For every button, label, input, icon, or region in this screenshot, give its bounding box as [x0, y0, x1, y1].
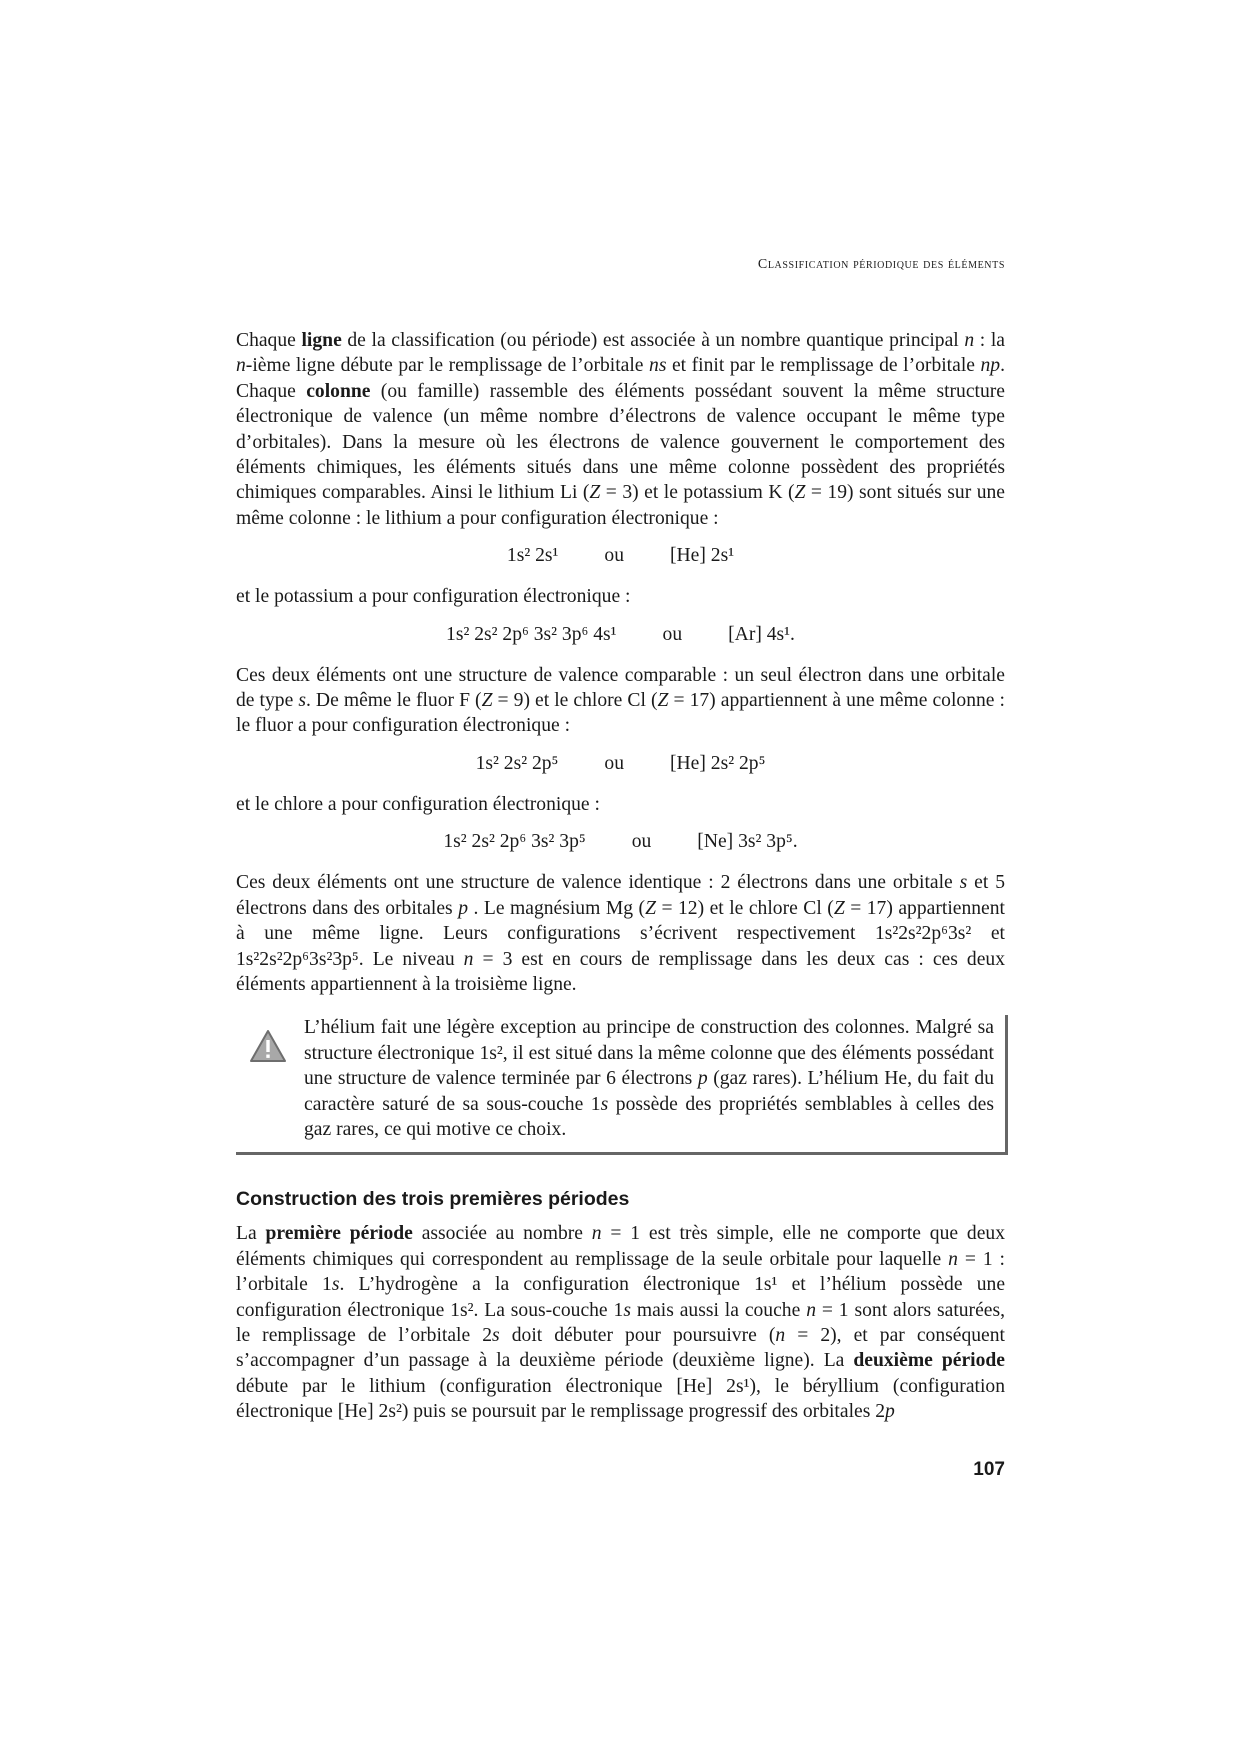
paragraph-rows-columns: Chaque ligne de la classification (ou période) est associée à un nombre quantique principal n : la n-ième ligne débute par le remplissage de l’orbitale ns et finit par le remplissage de l’orbitale np. Chaque colonne (ou famille) rassemble des éléments possédant souvent la même structure électronique de valence (un même nombre d’électrons de valence occupant le même type d’orbitales). Dans la mesure où les électrons de valence gouvernent le comportement des éléments chimiques, les éléments situés dans une même colonne possèdent des propriétés chimiques comparables. Ainsi le lithium Li (Z = 3) et le potassium K (Z = 19) sont situés sur une même colonne : le lithium a pour configuration électronique : — [236, 330, 1006, 529]
line-potassium-intro: et le potassium a pour configuration électronique : — [236, 586, 631, 608]
page-number: 107 — [973, 1459, 1005, 1480]
warning-box — [236, 1015, 1008, 1155]
warning-text: L’hélium fait une légère exception au principe de construction des colonnes. Malgré sa structure électronique 1s², il est situé dans la même colonne que des éléments possédant une structure de valence terminée par 6 électrons p (gaz rares). L’hélium He, du fait du caractère saturé de sa sous-couche 1s possède des propriétés semblables à celles des gaz rares, ce qui motive ce choix. — [304, 1017, 995, 1140]
paragraph-valence-comparable: Ces deux éléments ont une structure de valence comparable : un seul électron dans une orbitale de type s. De même le fluor F (Z = 9) et le chlore Cl (Z = 17) appartiennent à une même colonne : le fluor a pour configuration électronique : — [236, 664, 1005, 737]
equation-fluorine: 1s² 2s² 2p⁵ ou [He] 2s² 2p⁵ — [475, 752, 766, 774]
page-body — [236, 328, 1005, 1425]
section-heading: Construction des trois premières périodes — [236, 1188, 630, 1211]
equation-potassium: 1s² 2s² 2p⁶ 3s² 3p⁶ 4s¹ ou [Ar] 4s¹. — [446, 623, 795, 645]
equation-chlorine: 1s² 2s² 2p⁶ 3s² 3p⁵ ou [Ne] 3s² 3p⁵. — [443, 831, 798, 853]
equation-lithium: 1s² 2s¹ ou [He] 2s¹ — [506, 545, 735, 567]
running-header: Classification périodique des éléments — [757, 257, 1005, 272]
warning-triangle-icon — [249, 1029, 287, 1063]
paragraph-valence-identical: Ces deux éléments ont une structure de valence identique : 2 électrons dans une orbitale s et 5 électrons dans des orbitales p . Le magnésium Mg (Z = 12) et le chlore Cl (Z = 17) appartiennent à une même ligne. Leurs configurations s’écrivent respectivement 1s²2s²2p⁶3s² et 1s²2s²2p⁶3s²3p⁵. Le niveau n = 3 est en cours de remplissage dans les deux cas : ces deux éléments appartiennent à la troisième ligne. — [236, 872, 1006, 995]
line-chlorine-intro: et le chlore a pour configuration électronique : — [236, 793, 600, 815]
paragraph-first-periods: La première période associée au nombre n = 1 est très simple, elle ne comporte que deux éléments chimiques qui correspondent au remplissage de la seule orbitale pour laquelle n = 1 : l’orbitale 1s. L’hydrogène a la configuration électronique 1s¹ et l’hélium possède une configuration électronique 1s². La sous-couche 1s mais aussi la couche n = 1 sont alors saturées, le remplissage de l’orbitale 2s doit débuter pour poursuivre (n = 2), et par conséquent s’accompagner d’un passage à la deuxième période (deuxième ligne). La deuxième période débute par le lithium (configuration électronique [He] 2s¹), le béryllium (configuration électronique [He] 2s²) puis se poursuit par le remplissage progressif des orbitales 2p — [236, 1223, 1006, 1423]
